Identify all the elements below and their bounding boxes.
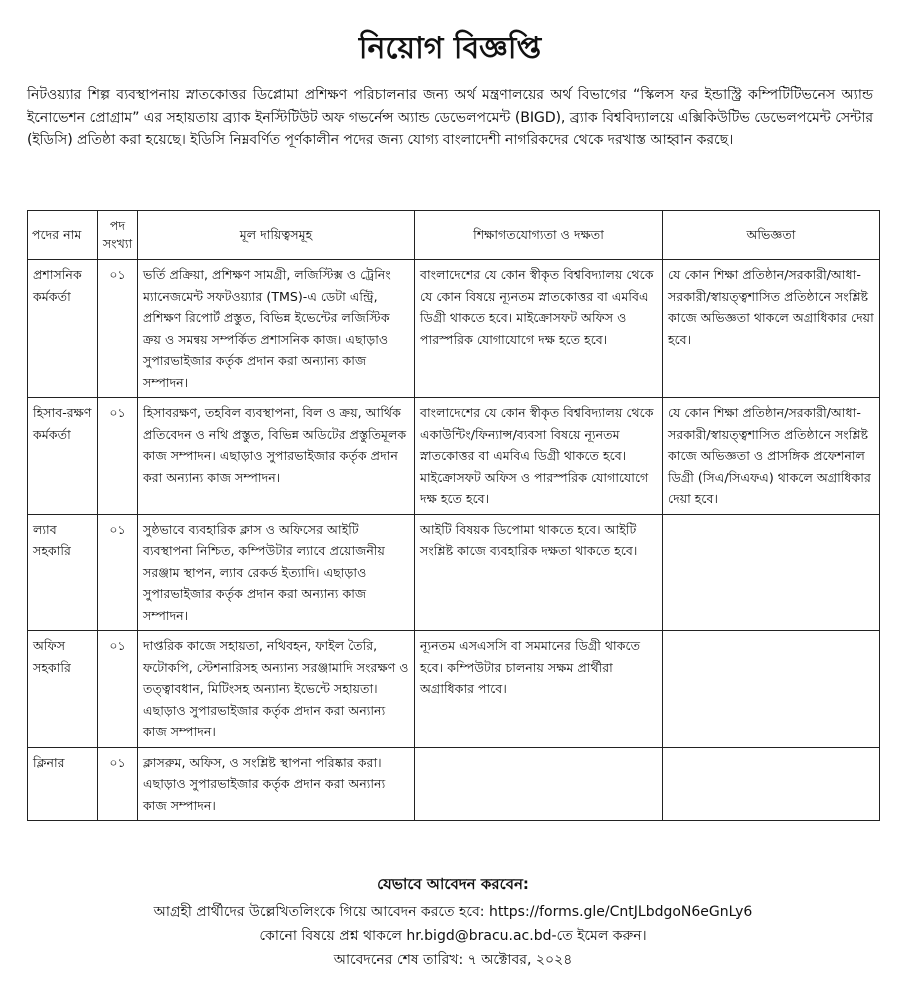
duties-cell: দাপ্তরিক কাজে সহায়তা, নথিবহন, ফাইল তৈরি, ফটোকপি, স্টেশনারিসহ অন্যান্য সরঞ্জামাদি সংরক্ষণ ও তত্ত্বাবধান, মিটিংসহ অন্যান্য ইভেন্টে সহায়তা। এছাড়াও সুপারভাইজার কর্তৃক প্রদান করা অন্যান্য কাজ সম্পাদন। [138, 631, 415, 748]
vacancy-table [27, 210, 880, 821]
header-qualification: শিক্ষাগতযোগ্যতা ও দক্ষতা [415, 211, 663, 260]
table-row [28, 514, 880, 631]
count-cell: ০১ [98, 631, 138, 748]
qualification-cell [415, 747, 663, 821]
application-link-line: আগ্রহী প্রার্থীদের উল্লেখিতলিংকে গিয়ে আবেদন করতে হবে: https://forms.gle/CntJLbdgoN6eGnLy6 [153, 904, 753, 920]
contact-email-line: কোনো বিষয়ে প্রশ্ন থাকলে hr.bigd@bracu.ac.bd-তে ইমেল করুন। [259, 928, 647, 944]
duties-cell: ক্লাসরুম, অফিস, ও সংশ্লিষ্ট স্থাপনা পরিষ্কার করা। এছাড়াও সুপারভাইজার কর্তৃক প্রদান করা অন্যান্য কাজ সম্পাদন। [138, 747, 415, 821]
table-row [28, 747, 880, 821]
post-cell: প্রশাসনিক কর্মকর্তা [28, 260, 98, 398]
experience-cell [663, 631, 880, 748]
header-count: পদ সংখ্যা [98, 211, 138, 260]
table-header-row [28, 211, 880, 260]
intro-paragraph: নিটওয়্যার শিল্প ব্যবস্থাপনায় স্নাতকোত্তর ডিপ্লোমা প্রশিক্ষণ পরিচালনার জন্য অর্থ মন্ত্রণালয়ের অর্থ বিভাগের “স্কিলস ফর ইন্ডাস্ট্রি কম্পিটিটিভনেস অ্যান্ড ইনোভেশন প্রোগ্রাম” এর সহায়তায় ব্র্যাক ইনস্টিটিউট অফ গভর্নেন্স অ্যান্ড ডেভেলপমেন্ট (BIGD), ব্র্যাক বিশ্ববিদ্যালয়ে এক্সিকিউটিভ ডেভেলপমেন্ট সেন্টার (ইডিসি) প্রতিষ্ঠা করা হয়েছে। ইডিসি নিম্নবর্ণিত পূর্ণকালীন পদের জন্য যোগ্য বাংলাদেশী নাগরিকদের থেকে দরখাস্ত আহ্বান করছে। [27, 87, 873, 148]
qualification-cell: বাংলাদেশের যে কোন স্বীকৃত বিশ্ববিদ্যালয় থেকে একাউন্টিং/ফিন্যান্স/ব্যবসা বিষয়ে ন্যূনতম স্নাতকোত্তর বা এমবিএ ডিগ্রী থাকতে হবে। মাইক্রোসফট অফিস ও পারস্পরিক যোগাযোগে দক্ষ হতে হবে। [415, 398, 663, 515]
table-row [28, 631, 880, 748]
application-heading: যেভাবে আবেদন করবেন: [377, 875, 529, 893]
qualification-cell: আইটি বিষয়ক ডিপোমা থাকতে হবে। আইটি সংশ্লিষ্ট কাজে ব্যবহারিক দক্ষতা থাকতে হবে। [415, 514, 663, 631]
duties-cell: সুষ্ঠভাবে ব্যবহারিক ক্লাস ও অফিসের আইটি ব্যবস্থাপনা নিশ্চিত, কম্পিউটার ল্যাবে প্রয়োজনীয় সরঞ্জাম স্থাপন, ল্যাব রেকর্ড ইত্যাদি। এছাড়াও সুপারভাইজার কর্তৃক প্রদান করা অন্যান্য কাজ সম্পাদন। [138, 514, 415, 631]
table-row [28, 260, 880, 398]
post-cell: হিসাব-রক্ষণ কর্মকর্তা [28, 398, 98, 515]
qualification-cell: বাংলাদেশের যে কোন স্বীকৃত বিশ্ববিদ্যালয় থেকে যে কোন বিষয়ে ন্যূনতম স্নাতকোত্তর বা এমবিএ ডিগ্রী থাকতে হবে। মাইক্রোসফট অফিস ও পারস্পরিক যোগাযোগে দক্ষ হতে হবে। [415, 260, 663, 398]
experience-cell [663, 747, 880, 821]
experience-cell [663, 514, 880, 631]
post-cell: ল্যাব সহকারি [28, 514, 98, 631]
post-cell: ক্লিনার [28, 747, 98, 821]
duties-cell: ভর্তি প্রক্রিয়া, প্রশিক্ষণ সামগ্রী, লজিস্টিক্স ও ট্রেনিং ম্যানেজমেন্ট সফটওয়্যার (TMS)-এ ডেটা এন্ট্রি, প্রশিক্ষণ রিপোর্ট প্রস্তুত, বিভিন্ন ইভেন্টের লজিস্টিক ক্রয় ও সমন্বয় সম্পর্কিত প্রশাসনিক কাজ। এছাড়াও সুপারভাইজার কর্তৃক প্রদান করা অন্যান্য কাজ সম্পাদন। [138, 260, 415, 398]
qualification-cell: ন্যূনতম এসএসসি বা সমমানের ডিগ্রী থাকতে হবে। কম্পিউটার চালনায় সক্ষম প্রার্থীরা অগ্রাধিকার পাবে। [415, 631, 663, 748]
experience-cell: যে কোন শিক্ষা প্রতিষ্ঠান/সরকারী/আধা-সরকারী/স্বায়ত্ত্বশাসিত প্রতিষ্ঠানে সংশ্লিষ্ট কাজে অভিজ্ঞতা ও প্রাসঙ্গিক প্রফেশনাল ডিগ্রী (সিএ/সিএফএ) থাকলে অগ্রাধিকার দেয়া হবে। [663, 398, 880, 515]
count-cell: ০১ [98, 747, 138, 821]
experience-cell: যে কোন শিক্ষা প্রতিষ্ঠান/সরকারী/আধা-সরকারী/স্বায়ত্ত্বশাসিত প্রতিষ্ঠানে সংশ্লিষ্ট কাজে অভিজ্ঞতা থাকলে অগ্রাধিকার দেয়া হবে। [663, 260, 880, 398]
header-experience: অভিজ্ঞতা [663, 211, 880, 260]
page-title: নিয়োগ বিজ্ঞপ্তি [358, 31, 542, 66]
post-cell: অফিস সহকারি [28, 631, 98, 748]
header-duties: মূল দায়িত্বসমূহ [138, 211, 415, 260]
table-row [28, 398, 880, 515]
count-cell: ০১ [98, 260, 138, 398]
count-cell: ০১ [98, 514, 138, 631]
count-cell: ০১ [98, 398, 138, 515]
duties-cell: হিসাবরক্ষণ, তহবিল ব্যবস্থাপনা, বিল ও ক্রয়, আর্থিক প্রতিবেদন ও নথি প্রস্তুত, বিভিন্ন অডিটের প্রস্তুতিমূলক কাজ সম্পাদন। এছাড়াও সুপারভাইজার কর্তৃক প্রদান করা অন্যান্য কাজ সম্পাদন। [138, 398, 415, 515]
deadline-line: আবেদনের শেষ তারিখ: ৭ অক্টোবর, ২০২৪ [333, 952, 573, 968]
header-post: পদের নাম [28, 211, 98, 260]
application-section [27, 872, 879, 972]
